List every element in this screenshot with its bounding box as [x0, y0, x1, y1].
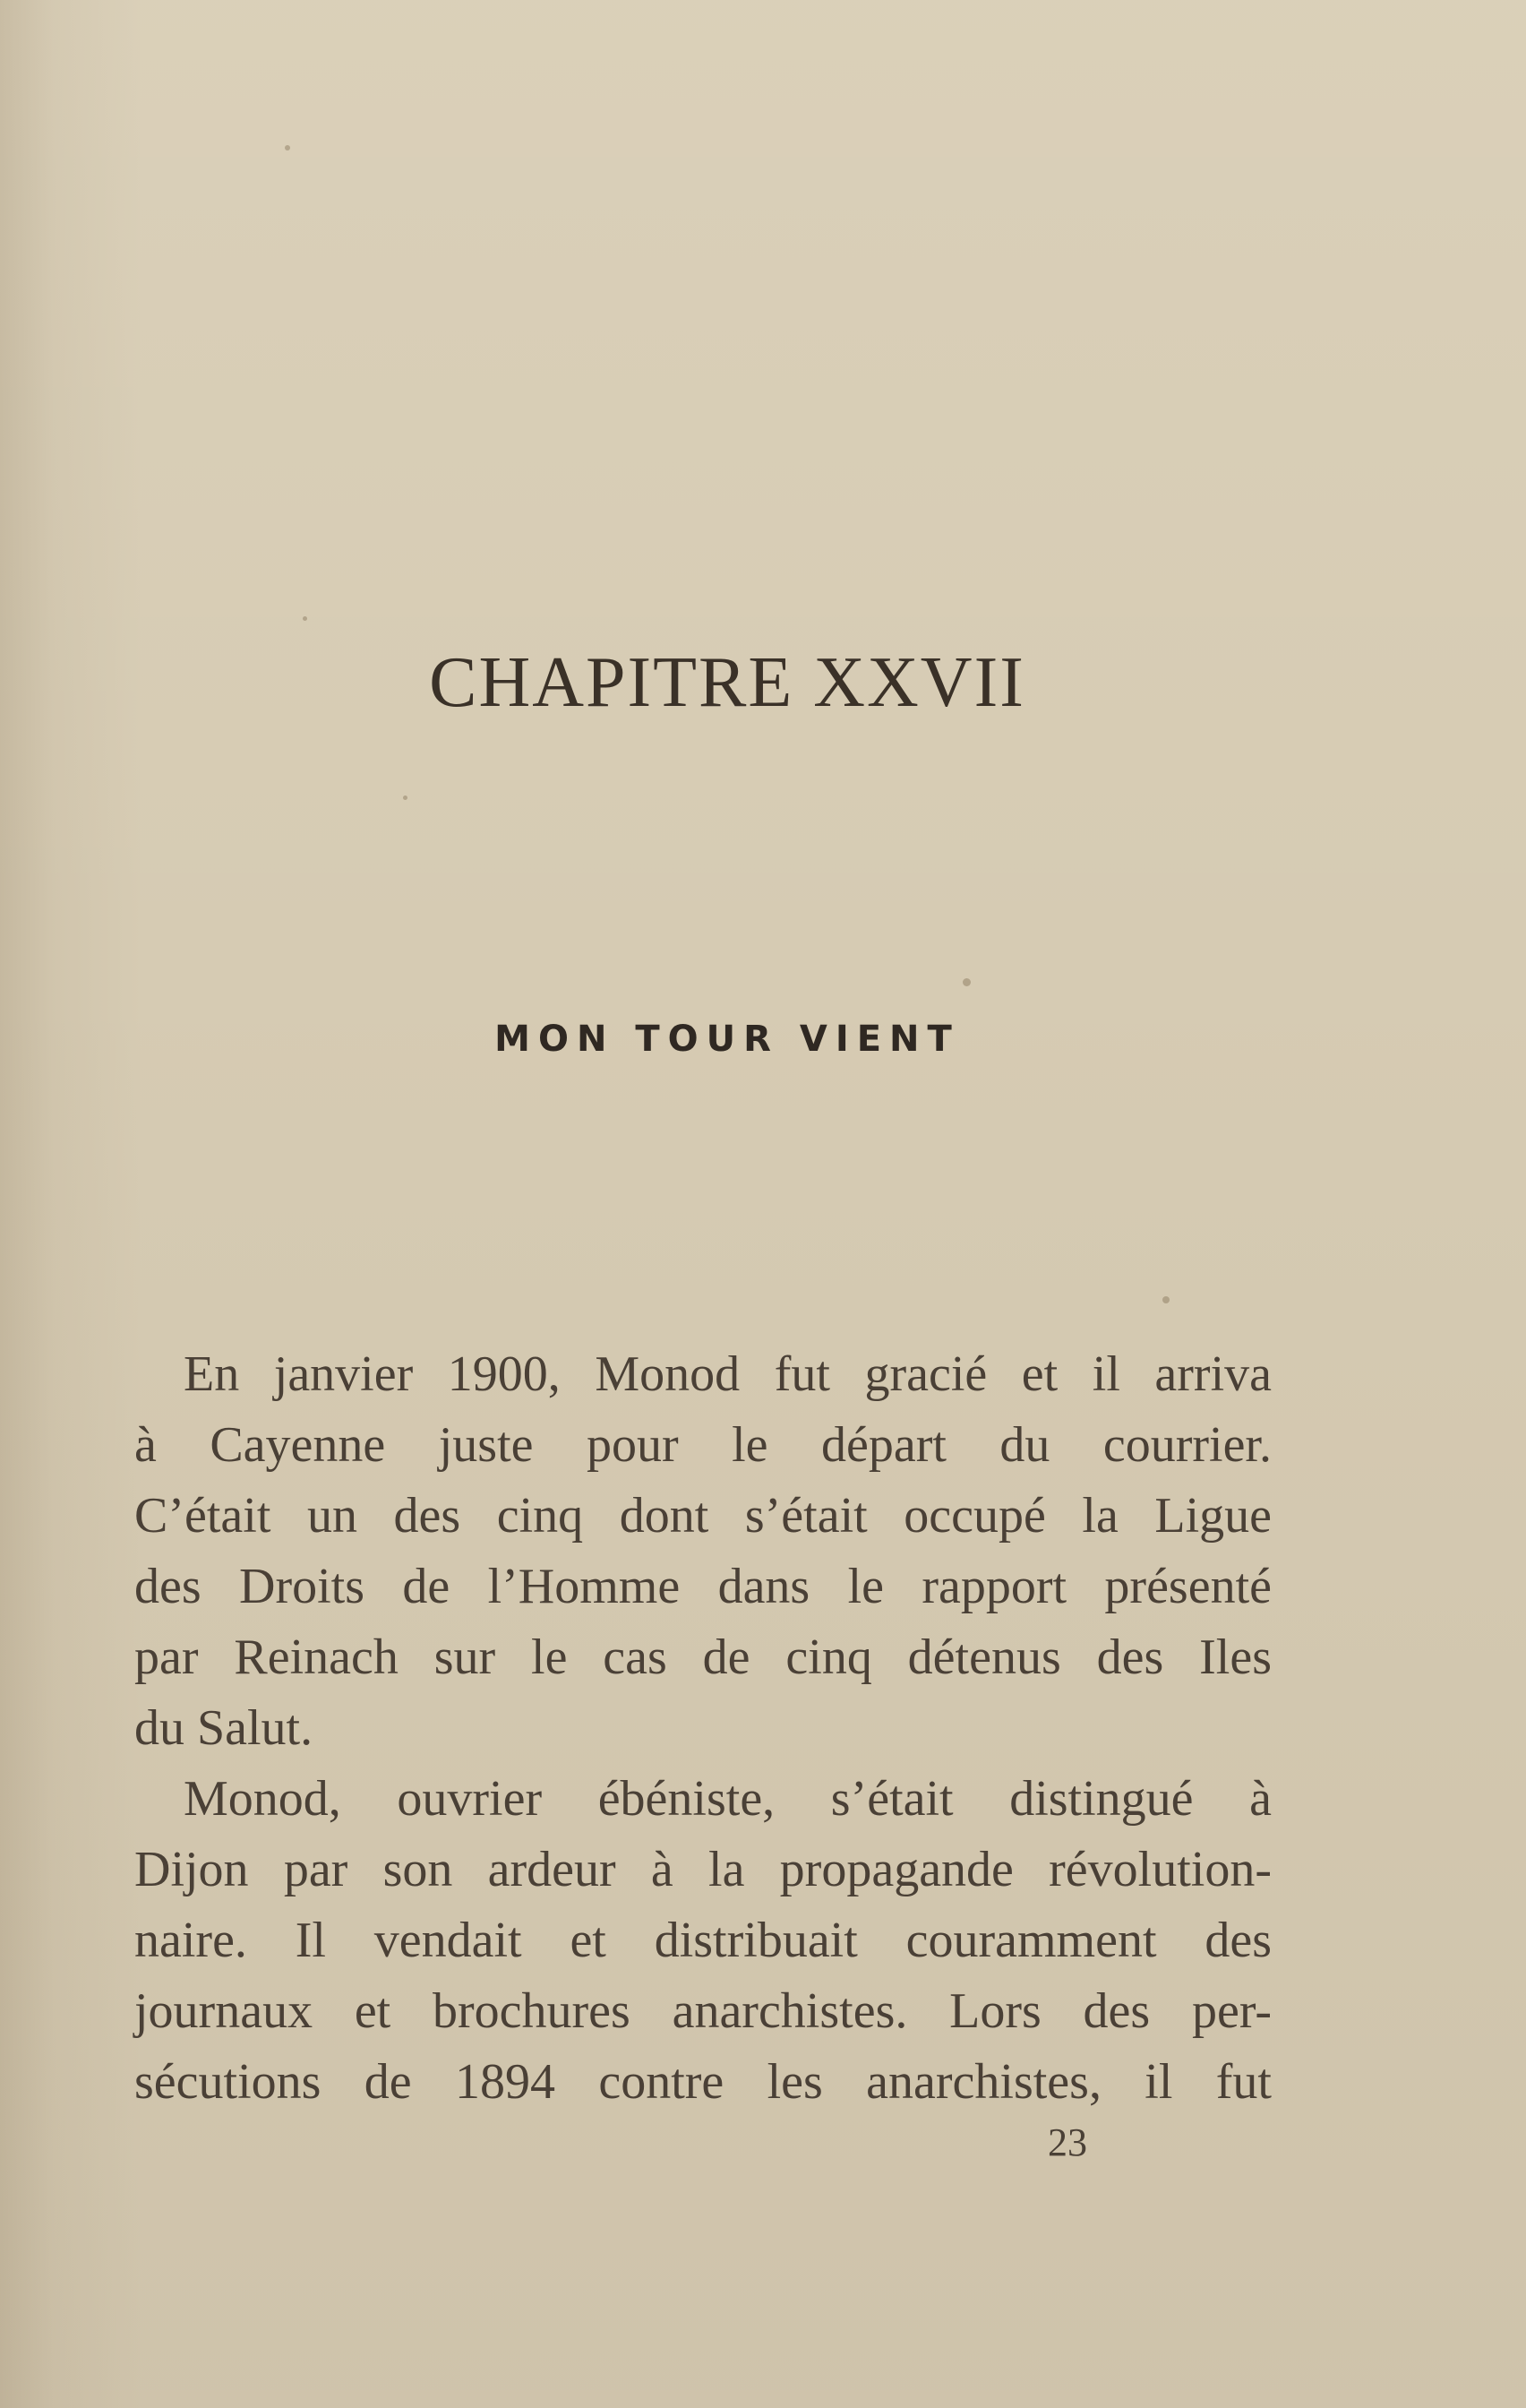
text-line: des Droits de l’Homme dans le rapport présenté — [134, 1559, 1272, 1614]
paper-speck — [403, 796, 407, 800]
text-line: journaux et brochures anarchistes. Lors des per- — [134, 1983, 1272, 2039]
text-line: Dijon par son ardeur à la propagande révolution- — [134, 1842, 1272, 1897]
body-text — [134, 1339, 1272, 2118]
text-line: Monod, ouvrier ébéniste, s’était distingué à — [184, 1771, 1272, 1827]
paper-speck — [303, 616, 307, 621]
chapter-title: CHAPITRE XXVII — [429, 643, 1025, 722]
chapter-subtitle: MON TOUR VIENT — [494, 1019, 960, 1060]
text-line: naire. Il vendait et distribuait couramment des — [134, 1913, 1272, 1968]
text-line: En janvier 1900, Monod fut gracié et il arriva — [184, 1346, 1272, 1402]
text-line: à Cayenne juste pour le départ du courrier. — [134, 1417, 1272, 1473]
text-line: du Salut. — [134, 1700, 313, 1756]
paper-speck — [285, 145, 290, 150]
text-line: sécutions de 1894 contre les anarchistes, il fut — [134, 2054, 1272, 2110]
text-line: C’était un des cinq dont s’était occupé la Ligue — [134, 1488, 1272, 1544]
page-number: 23 — [1048, 2120, 1087, 2164]
paragraph-2 — [134, 1764, 1272, 2118]
paper-speck — [963, 978, 971, 986]
paragraph-1 — [134, 1339, 1272, 1764]
paper-speck — [1162, 1296, 1170, 1303]
text-line: par Reinach sur le cas de cinq détenus des Iles — [134, 1630, 1272, 1685]
